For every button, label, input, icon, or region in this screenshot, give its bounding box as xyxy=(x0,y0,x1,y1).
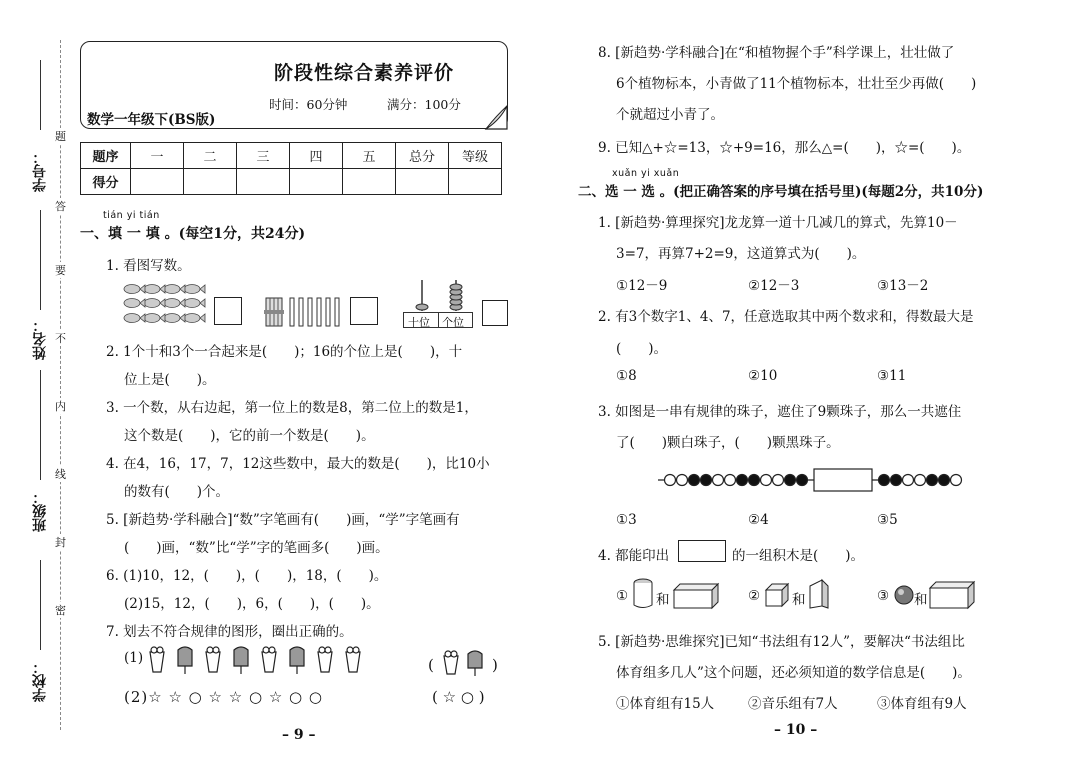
section1-pinyin: tián yi tián xyxy=(103,210,160,221)
score-table xyxy=(80,142,502,195)
question-3-line2: 这个数是( )，它的前一个数是( )。 xyxy=(124,428,375,444)
and-label: 和 xyxy=(914,592,928,608)
question-6-line2: (2)15，12，( )，6，( )，( )。 xyxy=(124,596,380,612)
question-5-line1: 5. [新趋势·学科融合]“数”字笔画有( )画，“学”字笔画有 xyxy=(106,512,460,528)
choice-4-option1[interactable]: ① xyxy=(616,588,629,604)
choice-3-option1[interactable]: ①3 xyxy=(616,512,637,528)
question-2-line1: 2. 1个十和3个一合起来是( )；16的个位上是( )，十 xyxy=(106,344,463,360)
choice-5-option1[interactable]: ①体育组有15人 xyxy=(616,696,715,712)
answer-paren-open: ( xyxy=(428,656,434,674)
page-number-right: – 10 – xyxy=(774,722,818,738)
choice-1-option2[interactable]: ②12－3 xyxy=(748,278,800,294)
choice-1-option3[interactable]: ③13－2 xyxy=(877,278,929,294)
class-underline xyxy=(40,370,41,480)
choice-2-line2: ( )。 xyxy=(616,341,668,357)
and-label: 和 xyxy=(792,592,806,608)
choice-5-option2[interactable]: ②音乐组有7人 xyxy=(748,696,838,712)
choice-4-line2: 的一组积木是( )。 xyxy=(732,548,865,564)
cylinder-icon xyxy=(632,578,654,610)
table-cell: 一 xyxy=(131,143,184,169)
choice-1-option1[interactable]: ①12－9 xyxy=(616,278,668,294)
seal-char: 不 xyxy=(55,332,66,345)
question-8-line1: 8. [新趋势·学科融合]在“和植物握个手”科学课上，壮壮做了 xyxy=(598,45,955,61)
bead-string-icon xyxy=(656,466,966,494)
student-id-label: 学号： xyxy=(32,150,48,192)
page-title: 阶段性综合素养评价 xyxy=(274,62,455,84)
question-7-part2-answer: ( ☆ ○ ) xyxy=(432,688,485,706)
answer-box[interactable] xyxy=(214,297,242,325)
section2-pinyin: xuǎn yi xuǎn xyxy=(612,168,680,179)
table-cell: 二 xyxy=(184,143,237,169)
score-cell[interactable] xyxy=(290,169,343,195)
school-underline xyxy=(40,560,41,650)
icecream-sequence-icon xyxy=(146,646,370,676)
score-cell[interactable] xyxy=(396,169,449,195)
subject-label: 数学一年级下(BS版) xyxy=(87,112,216,128)
answer-shapes-icon xyxy=(440,650,490,678)
choice-3-line2: 了( )颗白珠子，( )颗黑珠子。 xyxy=(616,435,840,451)
section2-title: 二、选 一 选 。(把正确答案的序号填在括号里)(每题2分，共10分) xyxy=(578,184,984,200)
question-7: 7. 划去不符合规律的图形，圈出正确的。 xyxy=(106,624,353,640)
choice-5-line1: 5. [新趋势·思维探究]已知“书法组有12人”，要解决“书法组比 xyxy=(598,634,965,650)
choice-5-option3[interactable]: ③体育组有9人 xyxy=(877,696,967,712)
table-cell: 等级 xyxy=(449,143,502,169)
abacus-base xyxy=(403,312,473,328)
choice-1-line1: 1. [新趋势·算理探究]龙龙算一道十几减几的算式，先算10－ xyxy=(598,215,958,231)
table-cell: 三 xyxy=(237,143,290,169)
choice-4-line1: 4. 都能印出 xyxy=(598,548,670,564)
choice-3-line1: 3. 如图是一串有规律的珠子，遮住了9颗珠子，那么一共遮住 xyxy=(598,404,962,420)
abacus-icon xyxy=(404,278,474,312)
name-underline xyxy=(40,210,41,310)
score-cell[interactable] xyxy=(343,169,396,195)
table-cell: 五 xyxy=(343,143,396,169)
score-cell[interactable] xyxy=(131,169,184,195)
choice-4-option2[interactable]: ② xyxy=(748,588,761,604)
question-5-line2: ( )画，“数”比“学”字的笔画多( )画。 xyxy=(124,540,389,556)
choice-2-option2[interactable]: ②10 xyxy=(748,368,778,384)
cube-icon xyxy=(764,582,790,610)
seal-char: 密 xyxy=(55,604,66,617)
table-row xyxy=(81,143,502,169)
choice-3-option2[interactable]: ②4 xyxy=(748,512,769,528)
and-label: 和 xyxy=(656,592,670,608)
question-4-line2: 的数有( )个。 xyxy=(124,484,230,500)
table-cell: 总分 xyxy=(396,143,449,169)
long-cuboid-icon xyxy=(928,580,978,610)
sphere-icon xyxy=(893,584,915,606)
question-9: 9. 已知△+☆=13，☆+9=16，那么△=( )，☆=( )。 xyxy=(598,140,971,156)
rectangle-print-icon xyxy=(678,540,726,562)
question-4-line1: 4. 在4，16，17，7，12这些数中，最大的数是( )，比10小 xyxy=(106,456,490,472)
choice-2-line1: 2. 有3个数字1、4、7，任意选取其中两个数求和，得数最大是 xyxy=(598,309,974,325)
table-cell: 四 xyxy=(290,143,343,169)
seal-char: 封 xyxy=(55,536,66,549)
sticks-bundle-icon xyxy=(264,296,348,328)
score-cell[interactable] xyxy=(184,169,237,195)
choice-3-option3[interactable]: ③5 xyxy=(877,512,898,528)
score-cell[interactable] xyxy=(449,169,502,195)
question-3-line1: 3. 一个数，从右边起，第一位上的数是8，第二位上的数是1， xyxy=(106,400,478,416)
seal-char: 线 xyxy=(55,468,66,481)
section1-title: 一、填 一 填 。(每空1分，共24分) xyxy=(80,226,306,242)
page-number-left: – 9 – xyxy=(282,727,316,743)
question-7-part1-label: (1) xyxy=(124,650,144,666)
choice-1-line2: 3=7，再算7+2=9，这道算式为( )。 xyxy=(616,246,866,262)
question-8-line2: 6个植物标本，小青做了11个植物标本，壮壮至少再做( ) xyxy=(616,76,977,92)
seal-char: 要 xyxy=(55,264,66,277)
answer-paren-close: ) xyxy=(492,656,498,674)
question-6-line1: 6. (1)10，12，( )，( )，18，( )。 xyxy=(106,568,388,584)
answer-box[interactable] xyxy=(482,300,508,326)
time-info: 时间：60分钟 xyxy=(269,97,348,112)
score-cell[interactable] xyxy=(237,169,290,195)
table-cell: 题序 xyxy=(81,143,131,169)
choice-4-option3[interactable]: ③ xyxy=(877,588,890,604)
class-label: 班级： xyxy=(32,490,48,532)
table-cell: 得分 xyxy=(81,169,131,195)
table-row xyxy=(81,169,502,195)
seal-char: 内 xyxy=(55,400,66,413)
tens-label: 十位 xyxy=(408,316,430,329)
cuboid-icon xyxy=(672,582,722,610)
prism-icon xyxy=(808,578,830,610)
question-2-line2: 位上是( )。 xyxy=(124,372,216,388)
choice-5-line2: 体育组多几人”这个问题，还必须知道的数学信息是( )。 xyxy=(616,665,971,681)
header-box xyxy=(80,41,508,129)
name-label: 姓名： xyxy=(32,318,48,360)
choice-2-option3[interactable]: ③11 xyxy=(877,368,907,384)
seal-char: 题 xyxy=(55,130,66,143)
question-7-part2: (2)☆ ☆ ○ ☆ ☆ ○ ☆ ○ ○ xyxy=(124,688,323,706)
question-1: 1. 看图写数。 xyxy=(106,258,191,274)
question-8-line3: 个就超过小青了。 xyxy=(616,107,724,123)
full-score-info: 满分：100分 xyxy=(387,97,461,112)
fish-group-icon xyxy=(120,281,208,327)
choice-2-option1[interactable]: ①8 xyxy=(616,368,637,384)
student-id-underline xyxy=(40,60,41,130)
page-curl-icon xyxy=(484,104,510,132)
school-label: 学校： xyxy=(32,660,48,702)
seal-char: 答 xyxy=(55,200,66,213)
ones-label: 个位 xyxy=(442,316,464,329)
answer-box[interactable] xyxy=(350,297,378,325)
